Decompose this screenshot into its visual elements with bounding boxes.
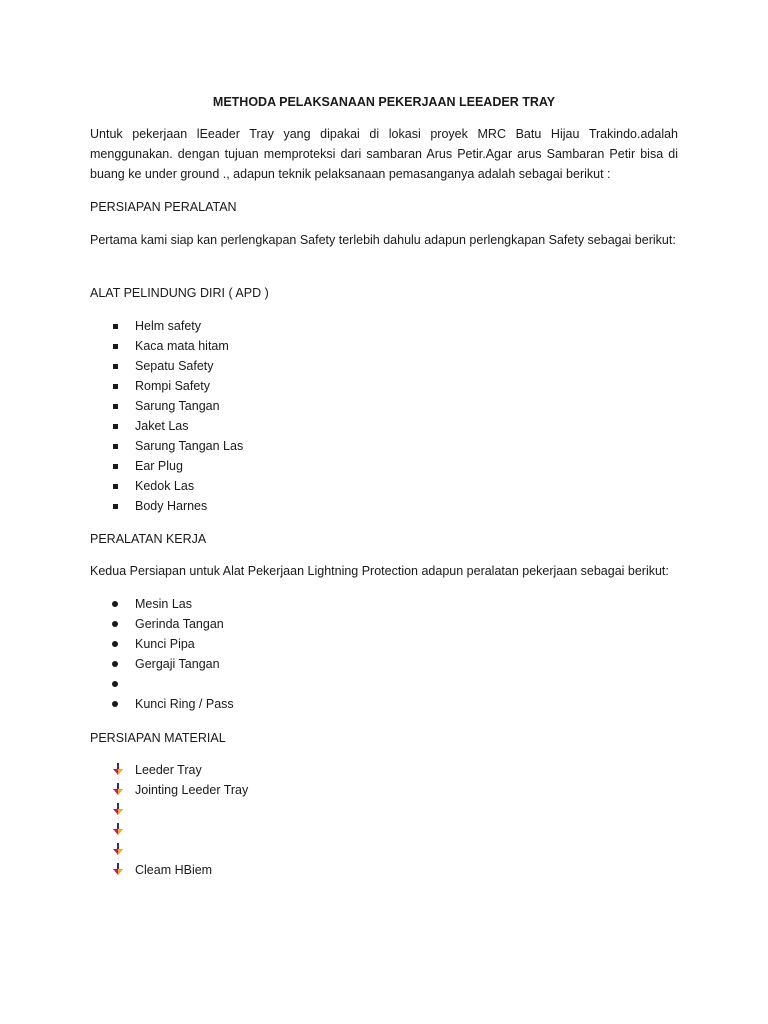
list-item: Leeder Tray [110,760,248,780]
list-item: Kunci Pipa [110,634,234,654]
list-item: Cleam HBiem [110,860,248,880]
kerja-list [110,594,234,714]
list-item [110,820,248,840]
kerja-intro-paragraph: Kedua Persiapan untuk Alat Pekerjaan Lightning Protection adapun peralatan pekerjaan sebagai berikut: [90,564,669,578]
list-item: Ear Plug [110,456,243,476]
material-list [110,760,248,880]
square-bullet-icon [110,396,124,416]
square-bullet-icon [110,416,124,436]
list-item: Gergaji Tangan [110,654,234,674]
document-title: METHODA PELAKSANAAN PEKERJAAN LEEADER TRAY [212,95,556,109]
down-arrow-bullet-icon [110,800,124,820]
list-item [110,674,234,694]
square-bullet-icon [110,436,124,456]
apd-heading: ALAT PELINDUNG DIRI ( APD ) [90,286,269,300]
round-bullet-icon [110,634,124,654]
list-item: Sarung Tangan [110,396,243,416]
round-bullet-icon [110,654,124,674]
section-heading-peralatan: PERSIAPAN PERALATAN [90,200,237,214]
list-item: Kedok Las [110,476,243,496]
list-item [110,840,248,860]
down-arrow-bullet-icon [110,860,124,880]
peralatan-intro-paragraph: Pertama kami siap kan perlengkapan Safety terlebih dahulu adapun perlengkapan Safety sebagai berikut: [90,233,676,247]
peralatan-kerja-heading: PERALATAN KERJA [90,532,207,546]
list-item [110,800,248,820]
round-bullet-icon [110,614,124,634]
down-arrow-bullet-icon [110,760,124,780]
list-item: Kaca mata hitam [110,336,243,356]
square-bullet-icon [110,356,124,376]
apd-list [110,316,243,516]
intro-paragraph: Untuk pekerjaan lEeader Tray yang dipakai di lokasi proyek MRC Batu Hijau Trakindo.adalah menggunakan. dengan tujuan memproteksi dari sambaran Arus Petir.Agar arus Sambaran Petir bisa di buang ke under ground ., adapun teknik pelaksanaan pemasanganya adalah sebagai berikut : [90,127,678,181]
list-item: Kunci Ring / Pass [110,694,234,714]
list-item: Sepatu Safety [110,356,243,376]
list-item: Rompi Safety [110,376,243,396]
list-item: Gerinda Tangan [110,614,234,634]
down-arrow-bullet-icon [110,780,124,800]
square-bullet-icon [110,496,124,516]
round-bullet-icon [110,674,124,694]
square-bullet-icon [110,376,124,396]
list-item: Jaket Las [110,416,243,436]
list-item: Helm safety [110,316,243,336]
list-item: Body Harnes [110,496,243,516]
list-item: Sarung Tangan Las [110,436,243,456]
square-bullet-icon [110,456,124,476]
down-arrow-bullet-icon [110,840,124,860]
down-arrow-bullet-icon [110,820,124,840]
persiapan-material-heading: PERSIAPAN MATERIAL [90,731,226,745]
round-bullet-icon [110,694,124,714]
square-bullet-icon [110,316,124,336]
list-item: Jointing Leeder Tray [110,780,248,800]
round-bullet-icon [110,594,124,614]
square-bullet-icon [110,476,124,496]
square-bullet-icon [110,336,124,356]
list-item: Mesin Las [110,594,234,614]
